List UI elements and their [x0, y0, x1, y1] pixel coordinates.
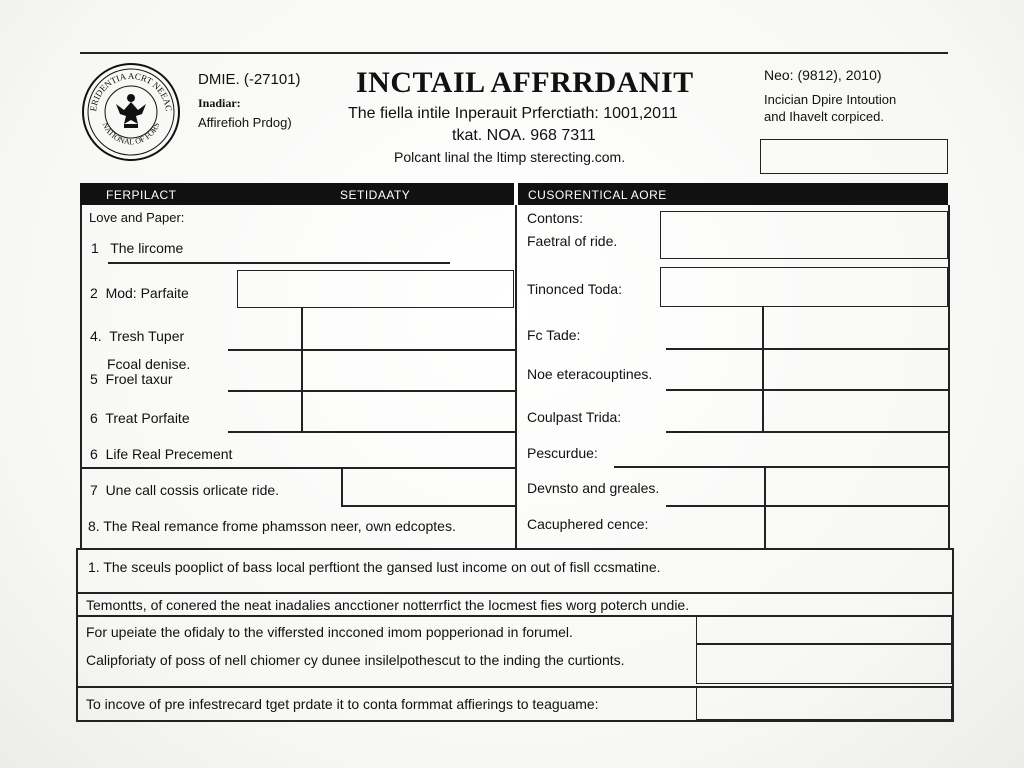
header-line-2: Inadiar: — [198, 96, 241, 110]
bottom-right-edge — [952, 548, 954, 722]
section-bar-right — [518, 183, 948, 205]
left-row-1-label: 1 The lircome — [91, 240, 184, 256]
frame-center-divider — [515, 205, 517, 548]
left-row-4-label: 4. Tresh Tuper — [90, 328, 185, 344]
bottom-block-bottom — [76, 720, 952, 722]
right-row-5-line[interactable] — [666, 389, 948, 391]
code-line: tkat. NOA. 968 7311 — [452, 127, 596, 144]
left-row-5a-label: Fcoal denise. — [107, 356, 191, 372]
left-row-6-line[interactable] — [228, 431, 515, 433]
left-row-7-label: 7 Une call cossis orlicate ride. — [90, 482, 280, 498]
right-row-5-label: Noe eteracouptines. — [527, 366, 653, 382]
right-row-6-line[interactable] — [666, 431, 948, 433]
right-row-8-label: Devnsto and greales. — [527, 480, 660, 496]
bottom-line-5: To incove of pre infestrecard tget prdate it to conta formmat affierings to teaguame: — [86, 696, 599, 712]
bottom-left-edge — [76, 548, 78, 722]
right-row-2-label: Faetral of ride. — [527, 233, 618, 249]
bottom-field-1[interactable] — [696, 615, 952, 644]
section-bar-left-label: FERPILACT — [106, 188, 177, 202]
contact-line: Polcant linal the ltimp sterecting.com. — [394, 149, 626, 165]
bottom-field-2[interactable] — [696, 644, 952, 684]
bottom-line-2: Temontts, of conered the neat inadalies ancctioner notterrfict the locmest fies worg poterch undie. — [86, 597, 690, 613]
bottom-line-3: For upeiate the ofidaly to the viffersted incconed imom popperionad in forumel. — [86, 624, 573, 640]
right-row-8-divider — [764, 466, 766, 548]
frame-right-edge — [948, 205, 950, 548]
reference-number: Neo: (9812), 2010) — [764, 67, 882, 83]
page-title: INCTAIL AFFRRDANIT — [356, 66, 694, 99]
left-grid-divider — [301, 308, 303, 432]
right-row-3-label: Tinonced Toda: — [527, 281, 622, 297]
top-rule — [80, 52, 948, 54]
left-row-1-line[interactable] — [108, 262, 450, 264]
right-row-7-line[interactable] — [614, 466, 948, 468]
left-row-7-divider — [341, 467, 343, 506]
section-bar-left — [80, 183, 514, 205]
bottom-block-top — [76, 548, 952, 550]
left-row-6b-line[interactable] — [80, 467, 515, 469]
right-row-2-field[interactable] — [660, 211, 948, 259]
left-row-4-line[interactable] — [228, 349, 515, 351]
left-row-7-line[interactable] — [341, 505, 515, 507]
bottom-line-4: Calipforiaty of poss of nell chiomer cy dunee insilelpothescut to the inding the curtionts. — [86, 652, 625, 668]
left-row-2-label: 2 Mod: Parfaite — [90, 285, 189, 301]
right-row-4-line[interactable] — [666, 348, 948, 350]
header-stamp-box[interactable] — [760, 139, 948, 174]
subtitle: The fiella intile Inperauit Prferctiath: 1001,2011 — [348, 105, 678, 122]
bottom-line-1: 1. The sceuls pooplict of bass local perftiont the gansed lust income on out of fisll ccsmatine. — [88, 559, 661, 575]
left-heading: Love and Paper: — [89, 210, 185, 225]
header-right-line-2: and Ihavelt corpiced. — [764, 109, 884, 124]
right-row-3-field[interactable] — [660, 267, 948, 307]
left-row-5-label: 5 Froel taxur — [90, 371, 173, 387]
right-row-6-label: Coulpast Trida: — [527, 409, 622, 425]
right-row-8-line[interactable] — [666, 505, 948, 507]
section-bar-right-label: CUSORENTICAL AORE — [528, 188, 667, 202]
doc-id: DMIE. (-27101) — [198, 71, 301, 88]
right-grid-divider — [762, 307, 764, 431]
seal-outer-text: ERIDENTIA ACRT NEEAC — [88, 70, 174, 112]
header-right-line-1: Incician Dpire Intoution — [764, 92, 897, 107]
header-line-3: Affirefioh Prdog) — [198, 115, 292, 130]
right-row-4-label: Fc Tade: — [527, 327, 581, 343]
right-row-7-label: Pescurdue: — [527, 445, 598, 461]
official-seal — [80, 62, 182, 162]
seal-inner-text: NATIONAL OF FORS — [100, 121, 162, 147]
right-row-1-label: Contons: — [527, 210, 584, 226]
left-row-5-line[interactable] — [228, 390, 515, 392]
bottom-rule-1 — [76, 592, 952, 594]
left-row-6-label: 6 Treat Porfaite — [90, 410, 190, 426]
right-row-9-label: Cacuphered cence: — [527, 516, 649, 532]
left-row-6b-label: 6 Life Real Precement — [90, 446, 233, 462]
left-row-2-field[interactable] — [237, 270, 514, 308]
frame-left-edge — [80, 205, 82, 548]
left-row-8-label: 8. The Real remance frome phamsson neer, own edcoptes. — [88, 518, 456, 534]
section-bar-mid-label: SETIDAATY — [340, 188, 411, 202]
bottom-field-3[interactable] — [696, 686, 952, 720]
